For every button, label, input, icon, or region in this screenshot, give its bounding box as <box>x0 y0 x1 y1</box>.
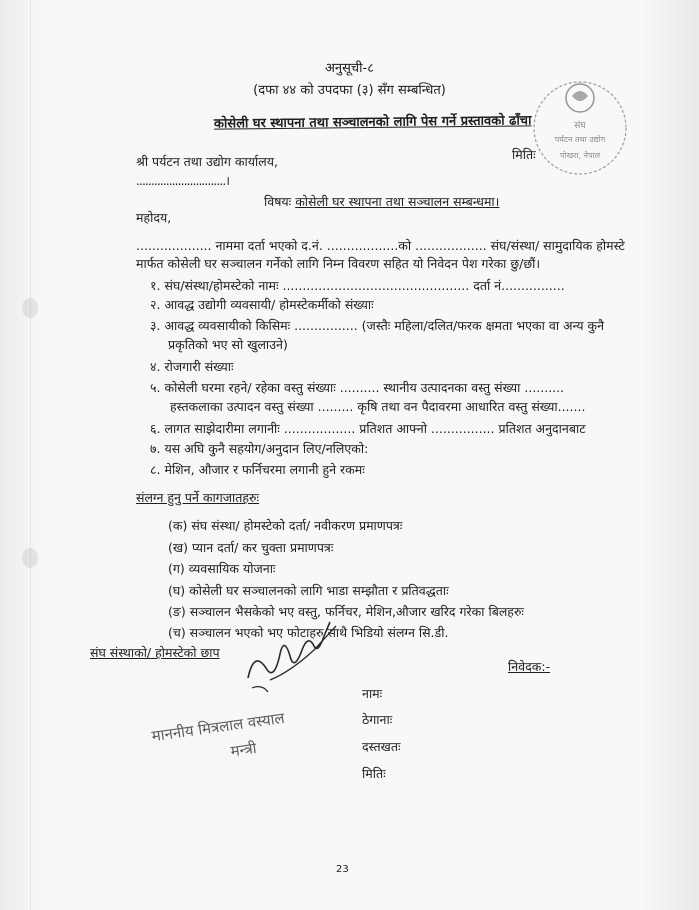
item-text: संघ/संस्था/होमस्टेको नामः ............................................... दर्ता नं................ <box>164 278 565 293</box>
item-number: ४. <box>150 359 161 374</box>
item-5 <box>150 380 564 396</box>
item-text: रोजगारी संख्याः <box>164 359 234 374</box>
addressee-location-blank: ..............................। <box>136 173 229 188</box>
schedule-heading: अनुसूची-८ <box>324 61 374 76</box>
date-label: मितिः <box>512 147 536 162</box>
item-4 <box>150 359 233 375</box>
item-number: ८. <box>150 462 161 477</box>
attachment-item: (ङ) सञ्चालन भैसकेको भए वस्तु, फर्निचर, मेशिन,औजार खरिद गरेका बिलहरुः <box>168 604 524 619</box>
attachments-heading: संलग्न हुनु पर्ने कागजातहरुः <box>136 490 260 505</box>
seal-text-3: पोखरा, नेपाल <box>559 151 601 160</box>
minister-stamp-icon <box>148 700 318 764</box>
applicant-signature-field: दस्तखतः <box>362 739 401 754</box>
subject-line <box>264 194 499 210</box>
item-number: १. <box>150 278 161 293</box>
addressee-office: श्री पर्यटन तथा उद्योग कार्यालय, <box>136 154 278 169</box>
item-5-continuation: हस्तकलाका उत्पादन वस्तु संख्या ......... कृषि तथा वन पैदावरमा आधारित वस्तु संख्या....... <box>170 399 586 414</box>
office-seal-icon <box>528 70 632 180</box>
punch-hole <box>22 298 38 318</box>
item-text: मेशिन, औजार र फर्निचरमा लगानी हुने रकमः <box>164 462 365 477</box>
seal-text-1: संघ <box>574 121 586 131</box>
body-line-1: ................... नाममा दर्ता भएको द.नं. ..................को .................. संघ/संस्था/ सामुदायिक होमस्टे <box>136 238 625 253</box>
item-3 <box>150 318 604 334</box>
seal-text-2: पर्यटन तथा उद्योग <box>554 135 606 144</box>
punch-hole <box>22 548 38 568</box>
item-3-continuation: प्रकृतिको भए सो खुलाउने) <box>168 337 288 352</box>
applicant-date-field: मितिः <box>362 766 386 781</box>
item-text: लागत साझेदारीमा लगानीः .................. प्रतिशत आफ्नो ................ प्रतिशत अनुदानबाट <box>164 421 586 436</box>
item-text: कोसेली घरमा रहने/ रहेका वस्तु संख्याः .......... स्थानीय उत्पादनका वस्तु संख्या .......... <box>164 380 565 395</box>
minister-stamp-line-1: माननीय मित्रलाल वस्याल <box>150 708 286 746</box>
item-text: आवद्ध उद्योगी व्यवसायी/ होमस्टेकर्मीको संख्याः <box>164 297 374 312</box>
organization-stamp-label: संघ संस्थाको/ होमस्टेको छाप <box>90 645 220 660</box>
clause-reference: (दफा ४४ को उपदफा (३) सँग सम्बन्धित) <box>253 83 446 98</box>
item-7 <box>150 441 368 457</box>
attachment-item: (ख) प्यान दर्ता/ कर चुक्ता प्रमाणपत्रः <box>168 540 334 555</box>
item-2 <box>150 297 374 313</box>
subject-text: कोसेली घर स्थापना तथा सञ्चालन सम्बन्धमा। <box>295 194 500 209</box>
signature-icon <box>240 618 350 698</box>
attachment-item: (च) सञ्चालन भएको भए फोटाहरु साथै भिडियो संलग्न सि.डी. <box>168 625 449 640</box>
scan-edge-line <box>30 0 31 910</box>
item-number: २. <box>150 297 161 312</box>
item-6 <box>150 421 586 437</box>
item-number: ३. <box>150 318 161 333</box>
applicant-name-field: नामः <box>362 686 383 701</box>
item-text: आवद्ध व्यवसायीको किसिमः ................ (जस्तैः महिला/दलित/फरक क्षमता भएका वा अन्य कुनै <box>164 318 605 333</box>
applicant-label: निवेदक:- <box>508 659 551 674</box>
form-title: कोसेली घर स्थापना तथा सञ्चालनको लागि पेस गर्ने प्रस्तावको ढाँचा <box>213 113 532 132</box>
attachment-item: (क) संघ संस्था/ होमस्टेको दर्ता/ नवीकरण प्रमाणपत्रः <box>168 518 403 533</box>
item-8 <box>150 462 365 478</box>
item-1 <box>150 278 565 294</box>
subject-label: विषयः <box>264 194 292 209</box>
body-line-2: मार्फत कोसेली घर सञ्चालन गर्नेको लागि निम्न विवरण सहित यो निवेदन पेश गरेका छु/छौं। <box>136 256 541 271</box>
salutation: महोदय, <box>136 210 172 225</box>
item-number: ६. <box>150 421 161 436</box>
item-text: यस अघि कुनै सहयोग/अनुदान लिए/नलिएको: <box>164 441 369 456</box>
item-number: ७. <box>150 441 161 456</box>
applicant-address-field: ठेगानाः <box>362 712 393 727</box>
minister-stamp-line-2: मन्त्री <box>229 738 258 761</box>
page-number: 23 <box>336 864 349 875</box>
attachment-item: (ग) व्यवसायिक योजनाः <box>168 561 276 576</box>
attachment-item: (घ) कोसेली घर सञ्चालनको लागि भाडा सम्झौता र प्रतिवद्धताः <box>168 583 449 598</box>
item-number: ५. <box>150 380 161 395</box>
